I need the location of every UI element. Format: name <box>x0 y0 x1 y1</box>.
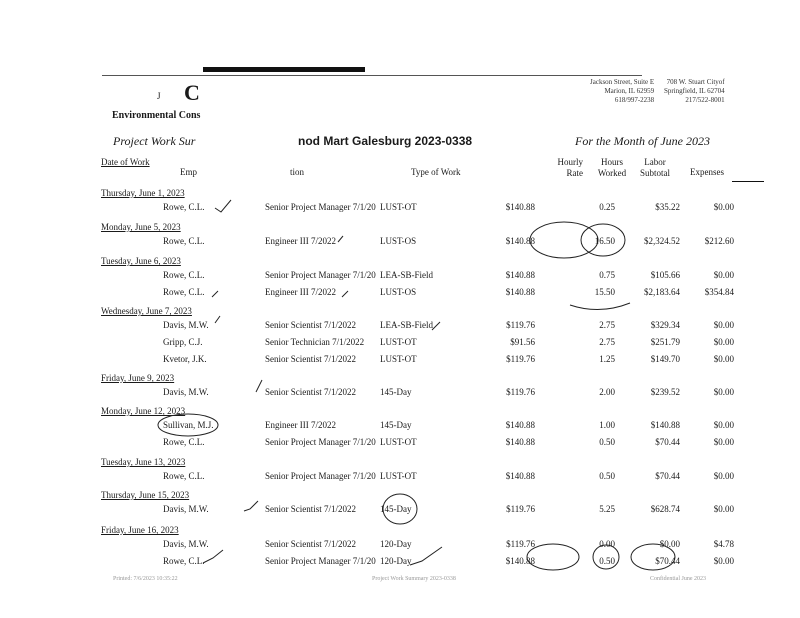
check-mark <box>215 200 231 212</box>
hours-cell: 2.75 <box>599 320 615 330</box>
labor-subtotal-cell: $329.34 <box>650 320 680 330</box>
expenses-cell: $0.00 <box>713 337 734 347</box>
hourly-rate-cell: $119.76 <box>506 354 535 364</box>
position-cell: Engineer III 7/2022 <box>265 236 336 246</box>
expenses-cell: $0.00 <box>713 270 734 280</box>
work-type-cell: LUST-OT <box>380 202 417 212</box>
expenses-cell: $4.78 <box>713 539 734 549</box>
labor-subtotal-cell: $70.44 <box>655 437 680 447</box>
position-cell: Senior Technician 7/1/2022 <box>265 337 365 347</box>
hours-cell: 5.25 <box>599 504 615 514</box>
position-cell: Senior Project Manager 7/1/20 <box>265 437 376 447</box>
labor-subtotal-cell: $628.74 <box>650 504 680 514</box>
hourly-rate-cell: $119.76 <box>506 539 535 549</box>
work-date: Monday, June 5, 2023 <box>101 222 181 232</box>
check-mark <box>244 501 258 511</box>
expenses-cell: $0.00 <box>713 437 734 447</box>
position-cell: Senior Project Manager 7/1/20 <box>265 556 376 566</box>
expenses-cell: $0.00 <box>713 354 734 364</box>
circle-mark <box>158 414 218 436</box>
circle-mark <box>383 494 417 524</box>
col-expenses: Expenses <box>690 167 724 177</box>
hours-cell: 16.50 <box>594 236 615 246</box>
labor-subtotal-cell: $70.44 <box>655 556 680 566</box>
expenses-cell: $0.00 <box>713 387 734 397</box>
hours-cell: 0.50 <box>599 556 615 566</box>
expenses-cell: $354.84 <box>704 287 734 297</box>
hours-cell: 0.25 <box>599 202 615 212</box>
work-date: Tuesday, June 6, 2023 <box>101 256 181 266</box>
col-rate: Hourly Rate <box>557 157 583 178</box>
employee-cell: Rowe, C.L. <box>163 471 205 481</box>
footer-left: Printed: 7/6/2023 10:35:22 <box>113 576 178 582</box>
check-mark <box>256 380 262 392</box>
hourly-rate-cell: $140.88 <box>505 556 535 566</box>
employee-cell: Rowe, C.L. <box>163 437 205 447</box>
work-date: Monday, June 12, 2023 <box>101 406 186 416</box>
company-initial: J <box>157 91 161 101</box>
labor-subtotal-cell: $251.79 <box>650 337 680 347</box>
expenses-cell: $0.00 <box>713 420 734 430</box>
labor-subtotal-cell: $2,324.52 <box>644 236 680 246</box>
position-cell: Senior Project Manager 7/1/20 <box>265 202 376 212</box>
work-type-cell: LUST-OT <box>380 354 417 364</box>
hours-cell: 0.75 <box>599 270 615 280</box>
work-date: Friday, June 16, 2023 <box>101 525 179 535</box>
position-cell: Senior Scientist 7/1/2022 <box>265 387 356 397</box>
hours-cell: 2.00 <box>599 387 615 397</box>
employee-cell: Rowe, C.L. <box>163 556 205 566</box>
hourly-rate-cell: $140.88 <box>505 420 535 430</box>
company-logo-letter: C <box>184 80 200 105</box>
hours-cell: 0.50 <box>599 471 615 481</box>
employee-cell: Rowe, C.L. <box>163 287 205 297</box>
hours-cell: 0.00 <box>599 539 615 549</box>
hourly-rate-cell: $119.76 <box>506 504 535 514</box>
work-type-cell: 145-Day <box>380 420 412 430</box>
expenses-cell: $0.00 <box>713 320 734 330</box>
employee-cell: Rowe, C.L. <box>163 202 205 212</box>
check-mark <box>342 291 348 297</box>
hourly-rate-cell: $140.88 <box>505 270 535 280</box>
work-date: Thursday, June 1, 2023 <box>101 188 185 198</box>
labor-subtotal-cell: $140.88 <box>650 420 680 430</box>
title-month: For the Month of June 2023 <box>575 134 710 148</box>
employee-cell: Sullivan, M.J. <box>163 420 214 430</box>
employee-cell: Rowe, C.L. <box>163 236 205 246</box>
work-type-cell: LUST-OT <box>380 471 417 481</box>
hours-cell: 0.50 <box>599 437 615 447</box>
position-cell: Engineer III 7/2022 <box>265 420 336 430</box>
dash-mark <box>570 303 630 310</box>
work-type-cell: 145-Day <box>380 387 412 397</box>
work-type-cell: 145-Day <box>380 504 412 514</box>
col-emp: Emp <box>180 167 197 177</box>
hourly-rate-cell: $140.88 <box>505 287 535 297</box>
employee-cell: Kvetor, J.K. <box>163 354 207 364</box>
labor-subtotal-cell: $105.66 <box>650 270 680 280</box>
position-cell: Senior Scientist 7/1/2022 <box>265 504 356 514</box>
position-cell: Senior Project Manager 7/1/20 <box>265 270 376 280</box>
work-type-cell: 120-Day <box>380 556 412 566</box>
labor-subtotal-cell: $0.00 <box>659 539 680 549</box>
hours-cell: 2.75 <box>599 337 615 347</box>
check-mark <box>410 547 442 565</box>
labor-subtotal-cell: $239.52 <box>650 387 680 397</box>
col-type: Type of Work <box>411 167 461 177</box>
hourly-rate-cell: $119.76 <box>506 320 535 330</box>
labor-subtotal-cell: $35.22 <box>655 202 680 212</box>
work-type-cell: LUST-OS <box>380 236 417 246</box>
hourly-rate-cell: $140.88 <box>505 202 535 212</box>
expenses-cell: $212.60 <box>704 236 734 246</box>
employee-cell: Rowe, C.L. <box>163 270 205 280</box>
position-cell: Senior Scientist 7/1/2022 <box>265 320 356 330</box>
work-type-cell: 120-Day <box>380 539 412 549</box>
expenses-cell: $0.00 <box>713 556 734 566</box>
hourly-rate-cell: $140.88 <box>505 471 535 481</box>
employee-cell: Gripp, C.J. <box>163 337 203 347</box>
work-type-cell: LEA-SB-Field <box>380 320 433 330</box>
col-position: tion <box>290 167 305 177</box>
work-date: Friday, June 9, 2023 <box>101 373 175 383</box>
office-address-1: Jackson Street, Suite E Marion, IL 62959 618/997-2238 <box>590 78 655 104</box>
col-date: Date of Work <box>101 157 150 167</box>
expenses-cell: $0.00 <box>713 202 734 212</box>
labor-subtotal-cell: $2,183.64 <box>644 287 680 297</box>
title-project: nod Mart Galesburg 2023-0338 <box>298 134 473 148</box>
work-date: Tuesday, June 13, 2023 <box>101 457 186 467</box>
employee-cell: Davis, M.W. <box>163 539 209 549</box>
hours-cell: 15.50 <box>594 287 615 297</box>
position-cell: Senior Scientist 7/1/2022 <box>265 539 356 549</box>
expenses-cell: $0.00 <box>713 471 734 481</box>
circle-mark <box>530 222 598 258</box>
work-type-cell: LEA-SB-Field <box>380 270 433 280</box>
hourly-rate-cell: $140.88 <box>505 236 535 246</box>
footer-right: Confidential June 2023 <box>650 576 706 582</box>
check-mark <box>203 550 223 563</box>
company-name: Environmental Cons <box>112 110 201 121</box>
check-mark <box>432 322 440 330</box>
col-subtotal: Labor Subtotal <box>639 157 670 178</box>
hourly-rate-cell: $140.88 <box>505 437 535 447</box>
position-cell: Engineer III 7/2022 <box>265 287 336 297</box>
hours-cell: 1.25 <box>599 354 615 364</box>
position-cell: Senior Scientist 7/1/2022 <box>265 354 356 364</box>
circle-mark <box>631 544 675 570</box>
check-mark <box>212 291 218 297</box>
circle-mark <box>593 545 619 569</box>
work-type-cell: LUST-OT <box>380 437 417 447</box>
work-date: Wednesday, June 7, 2023 <box>101 306 192 316</box>
circle-mark <box>527 544 579 570</box>
office-address-2: 708 W. Stuart Cityof Springfield, IL 62704 217/522-8001 <box>664 78 725 104</box>
check-mark <box>338 236 343 242</box>
hours-cell: 1.00 <box>599 420 615 430</box>
employee-cell: Davis, M.W. <box>163 320 209 330</box>
check-mark <box>215 316 220 323</box>
labor-subtotal-cell: $149.70 <box>650 354 680 364</box>
labor-subtotal-cell: $70.44 <box>655 471 680 481</box>
employee-cell: Davis, M.W. <box>163 387 209 397</box>
circle-mark <box>581 224 625 256</box>
footer-center: Project Work Summary 2023-0338 <box>372 576 456 582</box>
work-type-cell: LUST-OT <box>380 337 417 347</box>
work-date: Thursday, June 15, 2023 <box>101 490 190 500</box>
position-cell: Senior Project Manager 7/1/20 <box>265 471 376 481</box>
hourly-rate-cell: $91.56 <box>510 337 535 347</box>
hourly-rate-cell: $119.76 <box>506 387 535 397</box>
work-type-cell: LUST-OS <box>380 287 417 297</box>
employee-cell: Davis, M.W. <box>163 504 209 514</box>
title-left: Project Work Sur <box>113 134 196 148</box>
col-hours: Hours Worked <box>597 157 627 178</box>
expenses-cell: $0.00 <box>713 504 734 514</box>
